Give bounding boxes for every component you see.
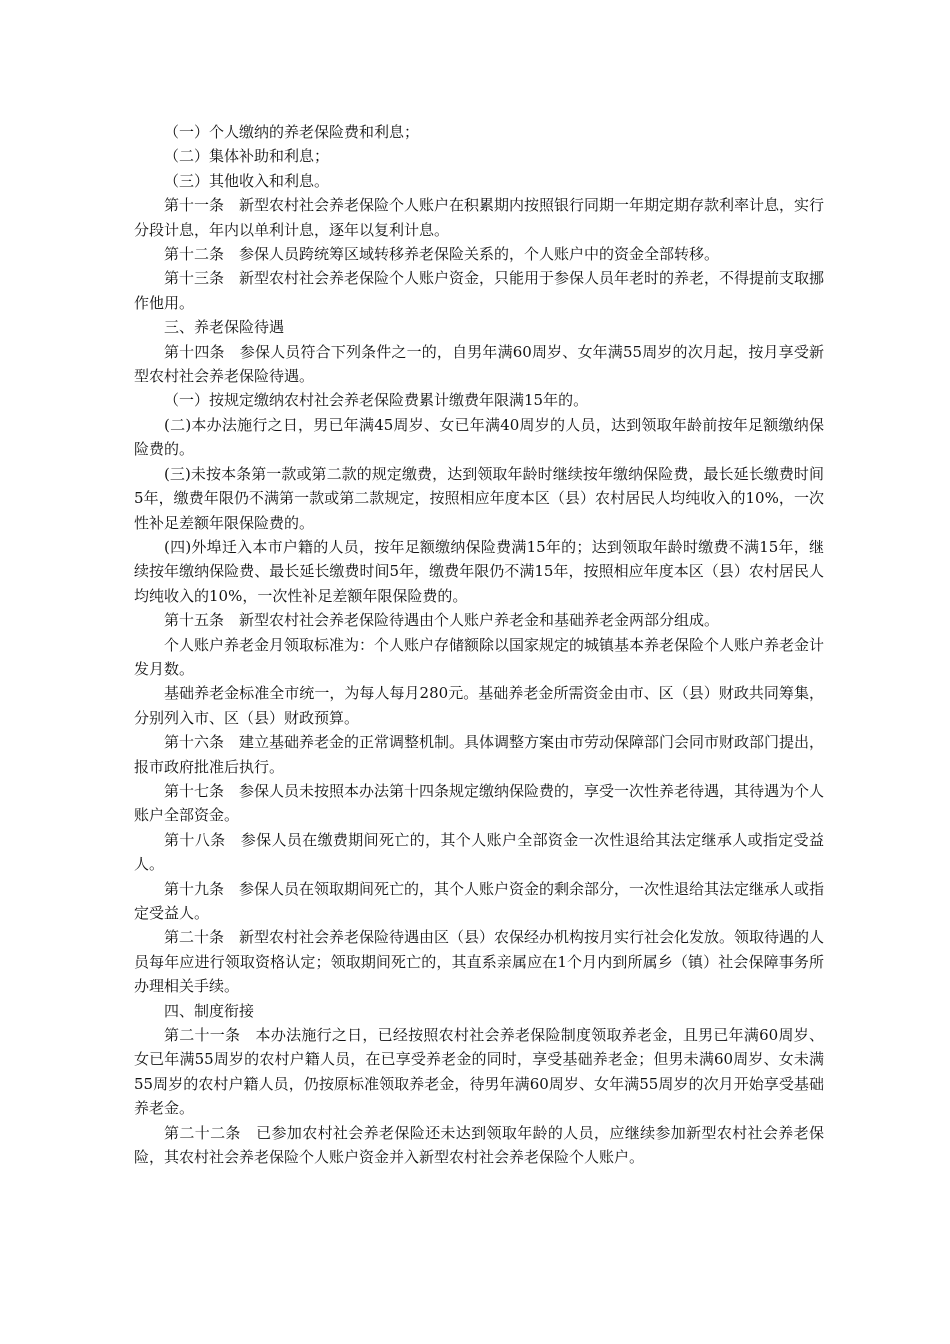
paragraph: 第二十二条 已参加农村社会养老保险还未达到领取年龄的人员，应继续参加新型农村社会养老保险，其农村社会养老保险个人账户资金并入新型农村社会养老保险个人账户。 [134,1123,824,1167]
paragraph: （一）按规定缴纳农村社会养老保险费累计缴费年限满15年的。 [164,391,589,410]
paragraph: (二)本办法施行之日，男已年满45周岁、女已年满40周岁的人员，达到领取年龄前按年足额缴纳保险费的。 [134,415,824,459]
paragraph: 第十三条 新型农村社会养老保险个人账户资金，只能用于参保人员年老时的养老，不得提前支取挪作他用。 [134,269,825,312]
paragraph: (四)外埠迁入本市户籍的人员，按年足额缴纳保险费满15年的；达到领取年龄时缴费不满15年，继续按年缴纳保险费、最长延长缴费时间5年，缴费年限仍不满15年，按照相应年度本区（县）农村居民人均纯收入的10%，一次性补足差额年限保险费的。 [134,537,824,605]
paragraph: 第十四条 参保人员符合下列条件之一的，自男年满60周岁、女年满55周岁的次月起，按月享受新型农村社会养老保险待遇。 [134,342,824,386]
paragraph: 第十一条 新型农村社会养老保险个人账户在积累期内按照银行同期一年期定期存款利率计息，实行分段计息，年内以单利计息，逐年以复利计息。 [134,196,825,239]
paragraph: 第十二条 参保人员跨统筹区域转移养老保险关系的，个人账户中的资金全部转移。 [164,245,720,264]
paragraph: 第十九条 参保人员在领取期间死亡的，其个人账户资金的剩余部分，一次性退给其法定继承人或指定受益人。 [134,879,825,922]
paragraph: 第二十条 新型农村社会养老保险待遇由区（县）农保经办机构按月实行社会化发放。领取待遇的人员每年应进行领取资格认定；领取期间死亡的，其直系亲属应在1个月内到所属乡（镇）社会保障事务所办理相关手续。 [134,928,825,996]
document-page [134,120,824,1169]
paragraph: 第十六条 建立基础养老金的正常调整机制。具体调整方案由市劳动保障部门会同市财政部门提出，报市政府批准后执行。 [134,733,825,776]
paragraph: （一）个人缴纳的养老保险费和利息； [164,123,420,141]
paragraph: （三）其他收入和利息。 [164,171,330,190]
paragraph: （二）集体补助和利息； [164,147,330,166]
paragraph: 第十五条 新型农村社会养老保险待遇由个人账户养老金和基础养老金两部分组成。 [164,611,720,630]
paragraph: 第十八条 参保人员在缴费期间死亡的，其个人账户全部资金一次性退给其法定继承人或指定受益人。 [134,830,824,874]
paragraph: 第二十一条 本办法施行之日，已经按照农村社会养老保险制度领取养老金，且男已年满60周岁、女已年满55周岁的农村户籍人员，在已享受养老金的同时，享受基础养老金；但男未满60周岁、女未满55周岁的农村户籍人员，仍按原标准领取养老金，待男年满60周岁、女年满55周岁的次月开始享受基础养老金。 [134,1026,824,1118]
section-heading: 四、制度衔接 [164,1001,255,1020]
paragraph: 基础养老金标准全市统一，为每人每月280元。基础养老金所需资金由市、区（县）财政共同筹集，分别列入市、区（县）财政预算。 [134,684,824,727]
paragraph: 第十七条 参保人员未按照本办法第十四条规定缴纳保险费的，享受一次性养老待遇，其待遇为个人账户全部资金。 [134,781,825,825]
section-heading: 三、养老保险待遇 [164,318,285,337]
paragraph: 个人账户养老金月领取标准为：个人账户存储额除以国家规定的城镇基本养老保险个人账户养老金计发月数。 [134,635,825,678]
paragraph: (三)未按本条第一款或第二款的规定缴费，达到领取年龄时继续按年缴纳保险费，最长延长缴费时间5年，缴费年限仍不满第一款或第二款规定，按照相应年度本区（县）农村居民人均纯收入的10%，一次性补足差额年限保险费的。 [134,464,824,532]
